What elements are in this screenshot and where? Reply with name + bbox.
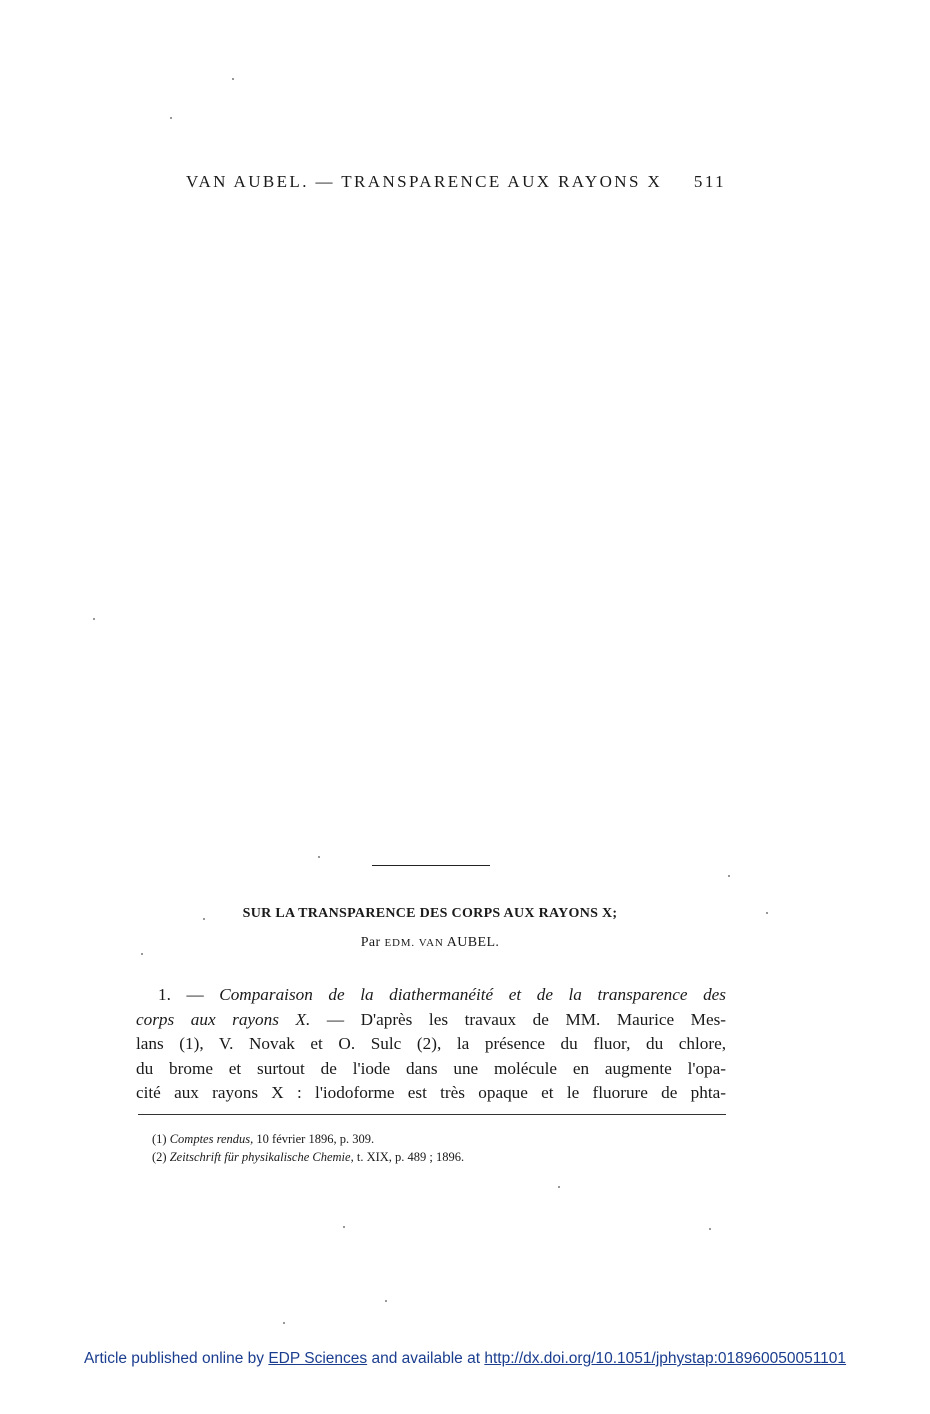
footnote-1 <box>152 1130 712 1148</box>
scan-speck <box>558 1186 560 1188</box>
footnotes <box>152 1130 712 1166</box>
body-line-2-rest: — D'après les travaux de MM. Maurice Mes- <box>326 1009 727 1029</box>
page-number: 511 <box>693 172 726 191</box>
article-title: SUR LA TRANSPARENCE DES CORPS AUX RAYONS X; <box>242 906 618 921</box>
scan-speck <box>93 618 95 620</box>
scan-speck <box>283 1322 285 1324</box>
footnote-2-journal: Zeitschrift für physikalische Chemie, <box>169 1150 354 1164</box>
footnote-2-ref: t. XIX, p. 489 ; 1896. <box>356 1150 465 1164</box>
body-line-5: cité aux rayons X : l'iodoforme est très opaque et le fluorure de phta- <box>136 1083 726 1103</box>
section-heading-part2: corps aux rayons X. <box>136 1009 311 1029</box>
byline <box>0 935 860 951</box>
byline-surname: AUBEL. <box>446 935 500 950</box>
byline-van: VAN <box>418 937 444 949</box>
scan-speck <box>709 1228 711 1230</box>
byline-prefix: Par <box>360 935 381 950</box>
scan-speck <box>766 912 768 914</box>
footnote-2 <box>152 1148 712 1166</box>
body-line-3: lans (1), V. Novak et O. Sulc (2), la présence du fluor, du chlore, <box>136 1034 726 1054</box>
title-separator-rule <box>372 865 490 866</box>
scan-speck <box>343 1226 345 1228</box>
running-head-title: VAN AUBEL. — TRANSPARENCE AUX RAYONS X <box>186 172 663 191</box>
doi-link[interactable]: http://dx.doi.org/10.1051/jphystap:018960050051101 <box>484 1350 847 1367</box>
section-heading-part1: Comparaison de la diathermanéité et de la transparence des <box>219 985 727 1004</box>
edp-sciences-link[interactable]: EDP Sciences <box>268 1350 368 1367</box>
scan-speck <box>728 875 730 877</box>
scan-speck <box>141 953 143 955</box>
scan-speck <box>318 856 320 858</box>
publisher-middle: and available at <box>371 1350 481 1367</box>
body-line-2 <box>136 1008 726 1033</box>
body-line-4: du brome et surtout de l'iode dans une molécule en augmente l'opa- <box>136 1058 726 1078</box>
body-paragraph <box>136 983 726 1106</box>
byline-initial: EDM. <box>384 937 415 949</box>
scan-speck <box>385 1300 387 1302</box>
footnote-rule <box>138 1114 726 1115</box>
footnote-1-ref: 10 février 1896, p. 309. <box>256 1132 375 1146</box>
running-head <box>186 172 726 192</box>
body-line-1 <box>136 983 726 1008</box>
section-number: 1. — <box>158 985 204 1004</box>
scan-speck <box>232 78 234 80</box>
footnote-2-marker: (2) <box>152 1150 167 1164</box>
publisher-prefix: Article published online by <box>83 1350 265 1367</box>
footnote-1-journal: Comptes rendus, <box>169 1132 254 1146</box>
scan-speck <box>170 117 172 119</box>
footnote-1-marker: (1) <box>152 1132 167 1146</box>
scan-speck <box>203 918 205 920</box>
publisher-notice <box>0 1350 930 1368</box>
